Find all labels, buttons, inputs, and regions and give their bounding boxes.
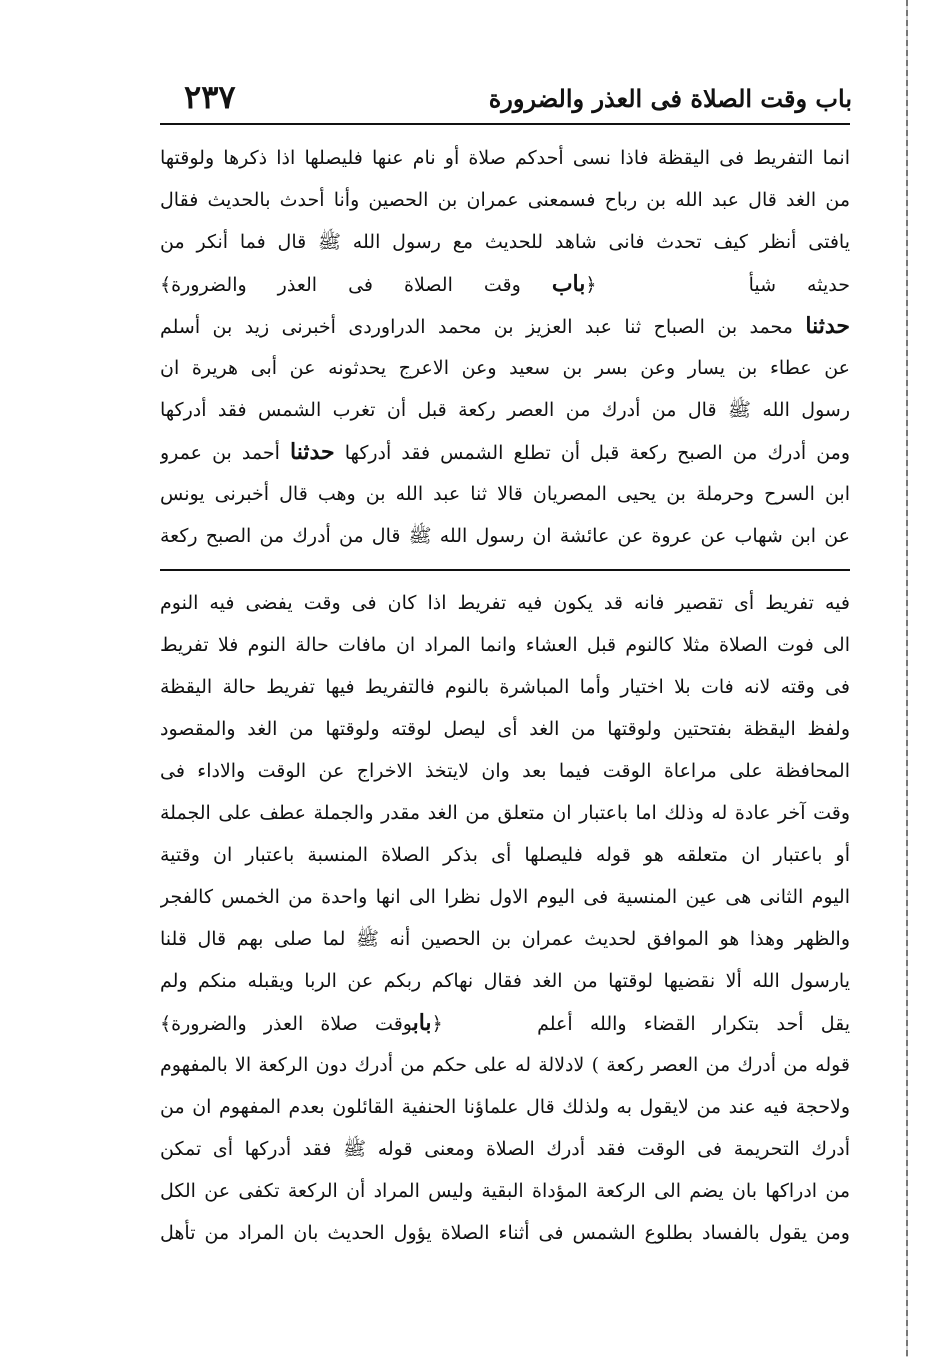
text-line: وقت آخر عادة له وذلك اما باعتبار ان متعلق من الغد مقدر والجملة عطف على الجملة <box>160 802 850 824</box>
text-line: من الغد قال عبد الله بن رباح فسمعنى عمران بن الحصين وأنا أحدث بالحديث فقال <box>160 189 850 211</box>
bab-line <box>160 1003 850 1043</box>
text-line: قوله من أدرك من العصر ركعة ) لادلالة له على حكم من أدرك دون الركعة الا بالمفهوم <box>160 1054 850 1076</box>
haddathana-keyword: حدثنا <box>290 439 335 465</box>
text-line: فى وقته لانه فات بلا اختيار وأما المباشرة بالنوم فالتفريط فيها تفريط حالة اليقظة <box>160 676 850 698</box>
scan-edge-line <box>906 0 908 1357</box>
text-line: انما التفريط فى اليقظة فاذا نسى أحدكم صلاة أو نام عنها فليصلها اذا ذكرها ولوقتها <box>160 147 850 169</box>
text-line: يارسول الله ألا نقضيها لوقتها من الغد فقال نهاكم ربكم عن الربا ويقبله منكم ولم <box>160 970 850 992</box>
text-line: ولفظ اليقظة بفتحتين ولوقتها من الغد أى ليصل لوقته ولوقتها من الغد والمقصود <box>160 718 850 740</box>
text-line: والظهر وهذا هو الموافق لحديث عمران بن الحصين أنه ﷺ لما صلى بهم قال قلنا <box>160 928 850 950</box>
text-line: عن ابن شهاب عن عروة عن عائشة ان رسول الله ﷺ قال من أدرك من الصبح ركعة <box>160 525 850 547</box>
text-line: أو باعتبار ان متعلقه هو قوله فليصلها أى بذكر الصلاة المنسبة باعتبار ان وقتية <box>160 844 850 866</box>
text-line: المحافظة على مراعاة الوقت فيما بعد وان لايتخذ الاخراج عن الوقت والاداء فى <box>160 760 850 782</box>
text-line: حدثنا محمد بن الصباح ثنا عبد العزيز بن محمد الدراوردى أخبرنى زيد بن أسلم <box>160 313 850 339</box>
page-number: ٢٣٧ <box>184 78 236 116</box>
bab-ornament-open: ﴿ <box>585 274 597 296</box>
bab-word: باب <box>551 271 586 297</box>
running-title: باب وقت الصلاة فى العذر والضرورة <box>488 84 852 113</box>
bab-ornament-open: ﴿ <box>431 1013 443 1035</box>
text-line: يقل أحد بتكرار القضاء والله أعلم <box>537 1013 850 1035</box>
text-line: ومن أدرك من الصبح ركعة قبل أن تطلع الشمس فقد أدركها حدثنا أحمد بن عمرو <box>160 439 850 465</box>
text-line: أدرك التحريمة فى الوقت فقد أدرك الصلاة ومعنى قوله ﷺ فقد أدركها أى تمكن <box>160 1138 850 1160</box>
text-line: من ادراكها بان يضم الى الركعة المؤداة البقية وليس المراد أن الركعة تكفى عن الكل <box>160 1180 850 1202</box>
text-line: يافتى أنظر كيف تحدث فانى شاهد للحديث مع رسول الله ﷺ قال فما أنكر من <box>160 231 850 253</box>
bab-word: باب <box>412 1010 432 1036</box>
text-line: ولاحجة فيه عند من لايقول به ولذلك قال علماؤنا الحنفية القائلون بعدم المفهوم ان من <box>160 1096 850 1118</box>
bab-ornament-close: ﴾ <box>160 1013 172 1035</box>
bab-heading-text: وقت صلاة العذر والضرورة <box>171 1013 413 1035</box>
bab-line <box>160 264 850 304</box>
page-header <box>162 78 852 122</box>
bab-ornament-close: ﴾ <box>160 274 172 296</box>
text-line: عن عطاء بن يسار وعن بسر بن سعيد وعن الاعرج يحدثونه عن أبى هريرة ان <box>160 357 850 379</box>
text-line: ابن السرح وحرملة بن يحيى المصريان قالا ثنا عبد الله بن وهب قال أخبرنى يونس <box>160 483 850 505</box>
text-line: الى فوت الصلاة مثلا كالنوم قبل العشاء وانما المراد ان مافات حالة النوم فلا تفريط <box>160 634 850 656</box>
bab-heading-text: وقت الصلاة فى العذر والضرورة <box>171 274 521 296</box>
commentary-rule <box>160 569 850 571</box>
text-line: رسول الله ﷺ قال من أدرك من العصر ركعة قبل أن تغرب الشمس فقد أدركها <box>160 399 850 421</box>
text-line: حديثه شيأ <box>748 274 850 296</box>
text-line: اليوم الثانى هى عين المنسية فى اليوم الاول نظرا الى انها واحدة من الخمس كالفجر <box>160 886 850 908</box>
header-rule <box>160 123 850 125</box>
haddathana-keyword: حدثنا <box>805 313 850 339</box>
text-line: فيه تفريط أى تقصير فانه قد يكون فيه تفريط اذا كان فى وقت يفضى فيه النوم <box>160 592 850 614</box>
text-line: ومن يقول بالفساد بطلوع الشمس فى أثناء الصلاة يؤول الحديث بان المراد من تأهل <box>160 1222 850 1244</box>
